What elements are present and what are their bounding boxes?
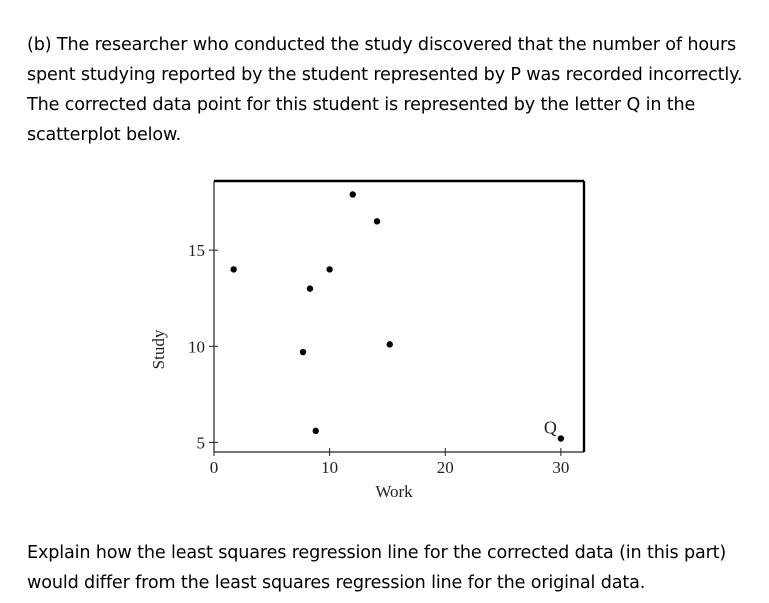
data-point (230, 266, 236, 272)
x-tick-label: 20 (436, 458, 454, 477)
x-tick-label: 10 (321, 458, 339, 477)
x-axis-title: Work (375, 482, 413, 501)
y-tick-label: 5 (196, 433, 205, 453)
y-tick-label: 15 (188, 241, 205, 261)
y-tick-label: 10 (188, 337, 205, 357)
point-label-q: Q (543, 417, 557, 438)
prompt-text (27, 538, 762, 598)
question-line: (b) The researcher who conducted the study discovered that the number of hours (27, 35, 737, 55)
x-tick-label: 0 (209, 458, 219, 477)
data-point (387, 341, 393, 347)
prompt-line: would differ from the least squares regression line for the original data. (27, 573, 646, 593)
data-point-q (558, 435, 564, 441)
question-line: scatterplot below. (27, 125, 182, 145)
question-line: The corrected data point for this student is represented by the letter Q in the (27, 95, 696, 115)
data-point (374, 218, 380, 224)
data-point (326, 266, 332, 272)
y-axis-title: Study (149, 329, 168, 370)
data-point (307, 285, 313, 291)
data-point (313, 428, 319, 434)
data-point (300, 349, 306, 355)
prompt-line: Explain how the least squares regression line for the corrected data (in this part) (27, 543, 727, 563)
question-line: spent studying reported by the student represented by P was recorded incorrectly. (27, 65, 743, 85)
data-point (350, 191, 356, 197)
x-tick-label: 30 (552, 458, 570, 477)
